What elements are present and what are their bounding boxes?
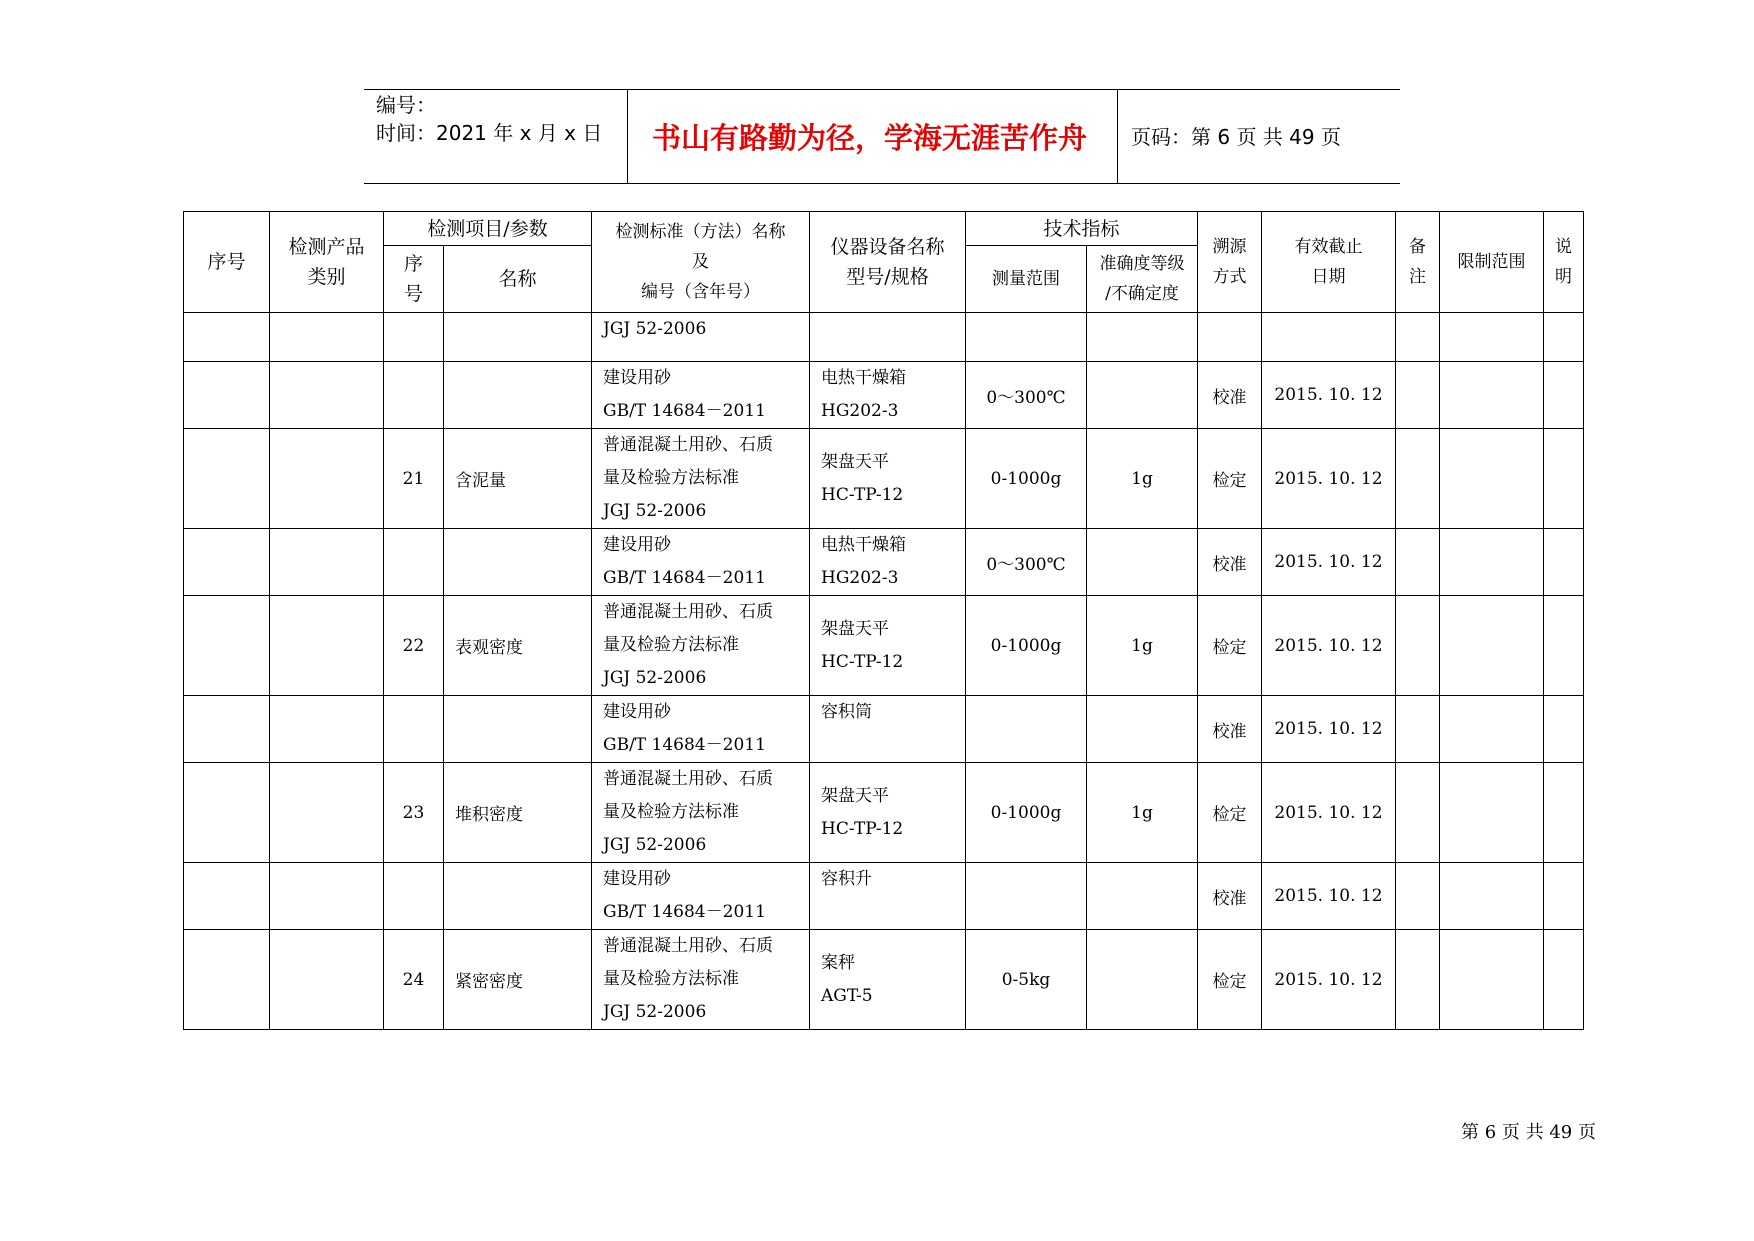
col-header-item-seq-line1: 序	[403, 253, 423, 275]
table-row	[184, 429, 1584, 529]
header-row-1	[184, 212, 1584, 246]
table-row	[184, 930, 1584, 1030]
cell-range: 0-1000g	[966, 763, 1087, 863]
col-header-remark-line1: 备	[1409, 237, 1426, 257]
cell-standard-line: 量及检验方法标准	[603, 635, 739, 655]
cell-standard-line: 普通混凝土用砂、石质	[603, 936, 773, 956]
cell-item-no	[384, 362, 444, 429]
cell-valid-date: 2015. 10. 12	[1262, 362, 1396, 429]
cell-range: 0～300℃	[966, 362, 1087, 429]
cell-instrument-line: 架盘天平	[821, 785, 889, 806]
cell-explain	[1544, 930, 1584, 1030]
cell-standard-line: GB/T 14684－2011	[603, 401, 766, 421]
col-header-valid-date	[1262, 212, 1396, 313]
cell-standard	[592, 863, 810, 930]
header-bottom-rule	[364, 183, 1400, 184]
cell-category	[270, 763, 384, 863]
cell-instrument-line: 电热干燥箱	[821, 368, 906, 388]
header-top-rule	[364, 89, 1400, 90]
cell-instrument	[810, 930, 966, 1030]
cell-valid-date: 2015. 10. 12	[1262, 596, 1396, 696]
col-header-explain-line1: 说	[1555, 237, 1572, 257]
cell-category	[270, 529, 384, 596]
cell-valid-date: 2015. 10. 12	[1262, 930, 1396, 1030]
cell-standard	[592, 529, 810, 596]
cell-standard-line: JGJ 52-2006	[603, 668, 707, 688]
cell-standard-line: 普通混凝土用砂、石质	[603, 435, 773, 455]
col-header-range: 测量范围	[966, 246, 1087, 313]
cell-item-name	[444, 313, 592, 362]
cell-item-no	[384, 863, 444, 930]
table-row	[184, 763, 1584, 863]
cell-standard-line: 建设用砂	[603, 702, 671, 722]
cell-accuracy: 1g	[1087, 429, 1198, 529]
cell-instrument-line: HC-TP-12	[821, 818, 904, 839]
cell-standard-line: GB/T 14684－2011	[603, 568, 766, 588]
col-header-trace-line1: 溯源	[1212, 237, 1247, 257]
cell-standard-line: 量及检验方法标准	[603, 969, 739, 989]
cell-standard-line: JGJ 52-2006	[603, 319, 707, 339]
cell-range: 0～300℃	[966, 529, 1087, 596]
cell-standard-line: 建设用砂	[603, 535, 671, 555]
col-header-standard-line1: 检测标准（方法）名称	[615, 222, 786, 242]
col-header-item-seq	[384, 246, 444, 313]
header-motto: 书山有路勤为径，学海无涯苦作舟	[652, 121, 1088, 155]
cell-category	[270, 863, 384, 930]
cell-instrument-line: 容积升	[821, 869, 872, 889]
cell-limit	[1440, 529, 1544, 596]
cell-explain	[1544, 763, 1584, 863]
cell-standard-line: JGJ 52-2006	[603, 835, 707, 855]
cell-remark	[1396, 696, 1440, 763]
cell-seq	[184, 930, 270, 1030]
cell-limit	[1440, 863, 1544, 930]
cell-standard-line: 普通混凝土用砂、石质	[603, 602, 773, 622]
cell-item-no: 24	[384, 930, 444, 1030]
col-header-accuracy	[1087, 246, 1198, 313]
cell-remark	[1396, 596, 1440, 696]
cell-range: 0-1000g	[966, 596, 1087, 696]
cell-item-name: 表观密度	[444, 596, 592, 696]
equipment-table	[183, 211, 1584, 1030]
col-header-instrument	[810, 212, 966, 313]
document-number-label: 编号：	[376, 93, 436, 117]
cell-seq	[184, 596, 270, 696]
cell-remark	[1396, 362, 1440, 429]
cell-accuracy	[1087, 362, 1198, 429]
table-row	[184, 863, 1584, 930]
header-divider-right	[1117, 89, 1118, 184]
cell-valid-date: 2015. 10. 12	[1262, 529, 1396, 596]
cell-standard	[592, 313, 810, 362]
cell-instrument-line: AGT-5	[821, 985, 873, 1006]
document-date: 时间：2021 年 x 月 x 日	[376, 121, 603, 145]
cell-valid-date	[1262, 313, 1396, 362]
cell-standard-line: 建设用砂	[603, 368, 671, 388]
col-header-seq: 序号	[184, 212, 270, 313]
col-header-accuracy-line1: 准确度等级	[1099, 254, 1185, 274]
cell-instrument	[810, 429, 966, 529]
cell-category	[270, 930, 384, 1030]
table-row	[184, 313, 1584, 362]
table-body	[184, 313, 1584, 1030]
cell-explain	[1544, 529, 1584, 596]
cell-item-no: 23	[384, 763, 444, 863]
cell-explain	[1544, 429, 1584, 529]
cell-limit	[1440, 763, 1544, 863]
cell-remark	[1396, 429, 1440, 529]
cell-category	[270, 313, 384, 362]
cell-item-name	[444, 863, 592, 930]
cell-item-no: 22	[384, 596, 444, 696]
col-header-limit: 限制范围	[1440, 212, 1544, 313]
cell-limit	[1440, 696, 1544, 763]
cell-trace: 校准	[1198, 863, 1262, 930]
cell-explain	[1544, 313, 1584, 362]
cell-item-name: 含泥量	[444, 429, 592, 529]
cell-accuracy	[1087, 529, 1198, 596]
cell-range	[966, 863, 1087, 930]
cell-valid-date: 2015. 10. 12	[1262, 696, 1396, 763]
cell-instrument-line: HG202-3	[821, 568, 899, 588]
col-header-item-group: 检测项目/参数	[384, 212, 592, 246]
col-header-explain-line2: 明	[1555, 267, 1572, 287]
cell-item-no: 21	[384, 429, 444, 529]
cell-limit	[1440, 362, 1544, 429]
col-header-item-seq-line2: 号	[403, 283, 423, 305]
cell-instrument-line: HC-TP-12	[821, 484, 904, 505]
cell-trace: 检定	[1198, 763, 1262, 863]
cell-limit	[1440, 930, 1544, 1030]
cell-standard-line: 建设用砂	[603, 869, 671, 889]
cell-standard	[592, 429, 810, 529]
table-row	[184, 529, 1584, 596]
cell-explain	[1544, 596, 1584, 696]
footer-page-indicator: 第 6 页 共 49 页	[1461, 1122, 1596, 1143]
cell-instrument	[810, 696, 966, 763]
cell-seq	[184, 696, 270, 763]
col-header-valid-line1: 有效截止	[1294, 237, 1363, 257]
cell-seq	[184, 429, 270, 529]
col-header-remark	[1396, 212, 1440, 313]
cell-instrument-line: 架盘天平	[821, 451, 889, 472]
cell-item-no	[384, 529, 444, 596]
col-header-category	[270, 212, 384, 313]
cell-explain	[1544, 696, 1584, 763]
table-row	[184, 696, 1584, 763]
col-header-tech-group: 技术指标	[966, 212, 1198, 246]
cell-range: 0-5kg	[966, 930, 1087, 1030]
cell-instrument-line: 架盘天平	[821, 618, 889, 639]
cell-trace: 检定	[1198, 596, 1262, 696]
cell-seq	[184, 763, 270, 863]
col-header-standard-line2: 及	[692, 252, 709, 272]
cell-trace	[1198, 313, 1262, 362]
cell-standard	[592, 930, 810, 1030]
cell-standard	[592, 596, 810, 696]
cell-seq	[184, 529, 270, 596]
cell-category	[270, 596, 384, 696]
cell-instrument-line: HC-TP-12	[821, 651, 904, 672]
cell-seq	[184, 313, 270, 362]
cell-valid-date: 2015. 10. 12	[1262, 863, 1396, 930]
header-divider-left	[627, 89, 628, 184]
cell-trace: 检定	[1198, 429, 1262, 529]
cell-category	[270, 696, 384, 763]
header-page-indicator: 页码：第 6 页 共 49 页	[1131, 125, 1341, 149]
cell-standard	[592, 696, 810, 763]
cell-instrument	[810, 362, 966, 429]
cell-limit	[1440, 313, 1544, 362]
col-header-remark-line2: 注	[1409, 267, 1426, 287]
col-header-standard-line3: 编号（含年号）	[641, 282, 760, 302]
col-header-trace	[1198, 212, 1262, 313]
cell-instrument-line: 容积筒	[821, 702, 872, 722]
cell-seq	[184, 863, 270, 930]
cell-item-no	[384, 696, 444, 763]
cell-item-name	[444, 529, 592, 596]
cell-valid-date: 2015. 10. 12	[1262, 763, 1396, 863]
table-row	[184, 596, 1584, 696]
cell-standard-line: 量及检验方法标准	[603, 468, 739, 488]
cell-range	[966, 696, 1087, 763]
cell-instrument-line: HG202-3	[821, 401, 899, 421]
cell-valid-date: 2015. 10. 12	[1262, 429, 1396, 529]
cell-instrument	[810, 596, 966, 696]
cell-accuracy	[1087, 863, 1198, 930]
cell-explain	[1544, 863, 1584, 930]
col-header-instrument-line2: 型号/规格	[846, 266, 929, 288]
cell-range	[966, 313, 1087, 362]
cell-accuracy	[1087, 696, 1198, 763]
col-header-standard	[592, 212, 810, 313]
cell-accuracy	[1087, 313, 1198, 362]
cell-remark	[1396, 313, 1440, 362]
cell-instrument	[810, 529, 966, 596]
cell-trace: 校准	[1198, 529, 1262, 596]
cell-trace: 检定	[1198, 930, 1262, 1030]
cell-remark	[1396, 763, 1440, 863]
cell-item-name: 紧密密度	[444, 930, 592, 1030]
col-header-accuracy-line2: /不确定度	[1105, 284, 1179, 304]
cell-standard-line: JGJ 52-2006	[603, 501, 707, 521]
cell-standard	[592, 362, 810, 429]
cell-trace: 校准	[1198, 696, 1262, 763]
col-header-category-line1: 检测产品	[288, 236, 365, 258]
col-header-category-line2: 类别	[307, 266, 346, 288]
cell-item-name	[444, 696, 592, 763]
col-header-item-name: 名称	[444, 246, 592, 313]
cell-standard-line: 普通混凝土用砂、石质	[603, 769, 773, 789]
col-header-explain	[1544, 212, 1584, 313]
cell-standard-line: JGJ 52-2006	[603, 1002, 707, 1022]
cell-explain	[1544, 362, 1584, 429]
cell-category	[270, 429, 384, 529]
cell-remark	[1396, 529, 1440, 596]
cell-instrument-line: 电热干燥箱	[821, 535, 906, 555]
cell-limit	[1440, 596, 1544, 696]
cell-standard-line: 量及检验方法标准	[603, 802, 739, 822]
col-header-instrument-line1: 仪器设备名称	[830, 236, 945, 258]
cell-instrument-line: 案秤	[821, 952, 855, 973]
cell-instrument	[810, 863, 966, 930]
cell-standard-line: GB/T 14684－2011	[603, 902, 766, 922]
cell-category	[270, 362, 384, 429]
cell-accuracy	[1087, 930, 1198, 1030]
cell-standard	[592, 763, 810, 863]
table-row	[184, 362, 1584, 429]
col-header-trace-line2: 方式	[1212, 267, 1247, 287]
cell-remark	[1396, 930, 1440, 1030]
cell-instrument	[810, 313, 966, 362]
cell-trace: 校准	[1198, 362, 1262, 429]
cell-limit	[1440, 429, 1544, 529]
cell-item-no	[384, 313, 444, 362]
cell-range: 0-1000g	[966, 429, 1087, 529]
cell-remark	[1396, 863, 1440, 930]
cell-accuracy: 1g	[1087, 763, 1198, 863]
cell-item-name: 堆积密度	[444, 763, 592, 863]
cell-item-name	[444, 362, 592, 429]
cell-seq	[184, 362, 270, 429]
cell-accuracy: 1g	[1087, 596, 1198, 696]
cell-standard-line: GB/T 14684－2011	[603, 735, 766, 755]
cell-instrument	[810, 763, 966, 863]
col-header-valid-line2: 日期	[1311, 267, 1346, 287]
